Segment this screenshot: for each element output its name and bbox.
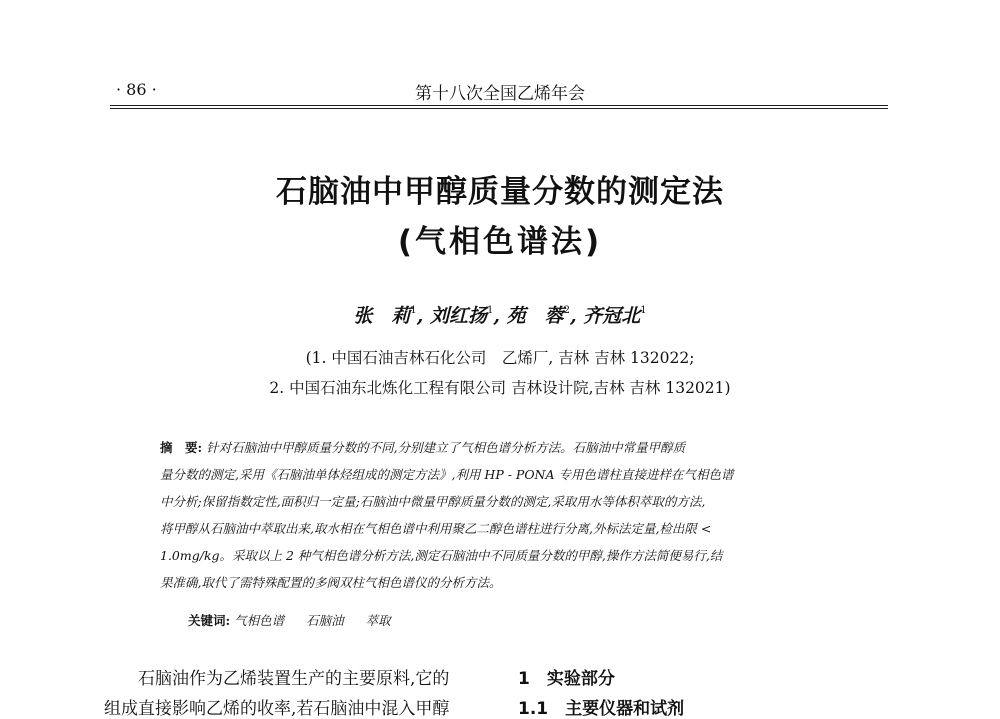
author-separator: , <box>416 305 424 327</box>
affiliation-line: 2. 中国石油东北炼化工程有限公司 吉林设计院,吉林 吉林 132021) <box>269 379 731 397</box>
keywords-label: 关键词: <box>188 613 231 628</box>
abstract-line <box>160 438 840 456</box>
keywords <box>188 611 391 629</box>
body-text-line: 石脑油作为乙烯装置生产的主要原料,它的 <box>138 669 450 689</box>
paper-subtitle: (气相色谱法) <box>397 224 603 260</box>
author-separator: , <box>570 305 577 327</box>
abstract-line: 将甲醇从石脑油中萃取出来,取水相在气相色谱中利用聚乙二醇色谱柱进行分离,外标法定量,检出限 < <box>160 521 712 536</box>
author-name: 齐冠北 <box>583 305 641 327</box>
keyword: 萃取 <box>365 613 391 628</box>
page-number: · 86 · <box>116 80 157 99</box>
paper-title: 石脑油中甲醇质量分数的测定法 <box>276 174 724 210</box>
abstract-label: 摘 要: <box>160 440 203 455</box>
keyword: 气相色谱 <box>234 613 285 628</box>
abstract-line: 中分析;保留指数定性,面积归一定量;石脑油中微量甲醇质量分数的测定,采取用水等体积萃取的方法, <box>160 494 706 509</box>
author-name: 刘红扬 <box>429 305 487 327</box>
abstract-text: 针对石脑油中甲醇质量分数的不同,分别建立了气相色谱分析方法。石脑油中常量甲醇质 <box>206 440 686 455</box>
keyword: 石脑油 <box>306 613 344 628</box>
author-name: 张 莉 <box>353 305 411 327</box>
section-heading: 1 实验部分 <box>518 669 615 689</box>
author-separator: , <box>493 305 500 327</box>
affiliation-line: (1. 中国石油吉林石化公司 乙烯厂, 吉林 吉林 132022; <box>305 349 695 367</box>
author-affiliation-mark: 1 <box>640 305 647 316</box>
author-affiliation-mark: 2 <box>563 305 571 316</box>
author-affiliation-mark: 1 <box>487 305 494 316</box>
body-text-line: 组成直接影响乙烯的收率,若石脑油中混入甲醇 <box>104 699 450 719</box>
abstract-line: 果准确,取代了需特殊配置的多阀双柱气相色谱仪的分析方法。 <box>160 575 502 590</box>
subsection-heading: 1.1 主要仪器和试剂 <box>518 699 685 719</box>
author-name: 苑 蓉 <box>506 305 564 327</box>
author-list <box>0 301 1000 328</box>
abstract-line: 量分数的测定,采用《石脑油单体烃组成的测定方法》,利用 HP - PONA 专用色谱柱直接进样在气相色谱 <box>160 467 734 482</box>
running-header: 第十八次全国乙烯年会 <box>415 84 585 104</box>
header-rule-second <box>110 108 888 109</box>
author-affiliation-mark: 1 <box>410 305 417 316</box>
header-rule <box>110 105 888 106</box>
abstract-line: 1.0mg/kg。采取以上 2 种气相色谱分析方法,测定石脑油中不同质量分数的甲醇,操作方法简便易行,结 <box>160 548 723 563</box>
